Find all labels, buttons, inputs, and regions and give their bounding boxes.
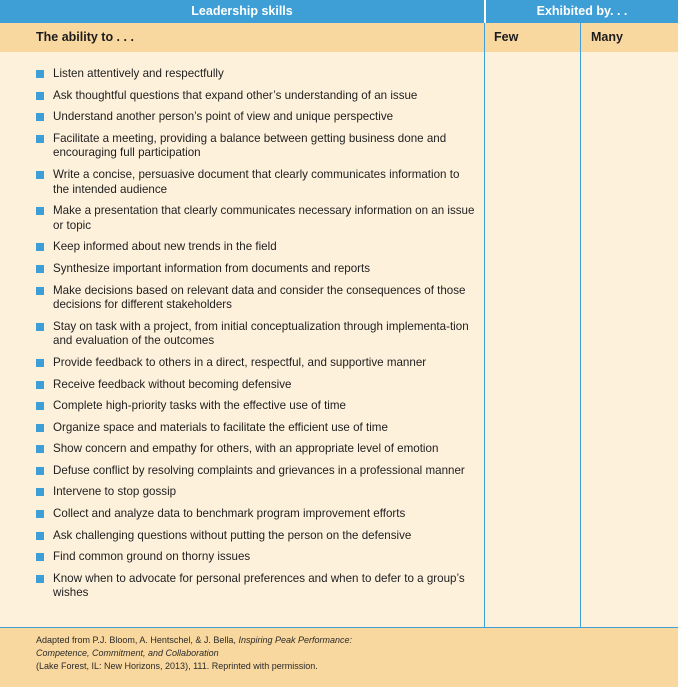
table-subheader (0, 23, 678, 52)
list-item (36, 507, 476, 522)
skill-text: Complete high-priority tasks with the effective use of time (53, 399, 346, 413)
skills-list (36, 67, 476, 601)
list-item (36, 67, 476, 82)
skill-text: Find common ground on thorny issues (53, 550, 251, 564)
list-item (36, 356, 476, 371)
skill-text: Organize space and materials to facilitate the efficient use of time (53, 420, 388, 434)
square-bullet-icon (36, 70, 44, 78)
list-item (36, 89, 476, 104)
square-bullet-icon (36, 467, 44, 475)
source-footer (0, 627, 678, 687)
skill-text: Make a presentation that clearly communicates necessary information on an issue or topic (53, 204, 475, 232)
list-item (36, 284, 476, 313)
square-bullet-icon (36, 532, 44, 540)
square-bullet-icon (36, 113, 44, 121)
skill-text: Keep informed about new trends in the field (53, 240, 277, 254)
skill-text: Ask thoughtful questions that expand other’s understanding of an issue (53, 88, 418, 102)
square-bullet-icon (36, 402, 44, 410)
square-bullet-icon (36, 359, 44, 367)
square-bullet-icon (36, 510, 44, 518)
list-item (36, 421, 476, 436)
skill-text: Intervene to stop gossip (53, 485, 177, 499)
many-column-label: Many (591, 30, 623, 44)
skill-text: Know when to advocate for personal preferences and when to defer to a group’s wishes (53, 571, 465, 600)
skill-text: Synthesize important information from documents and reports (53, 261, 371, 275)
list-item (36, 442, 476, 457)
citation-prefix: Adapted from P.J. Bloom, A. Hentschel, & J. Bella, (36, 635, 239, 645)
list-item (36, 378, 476, 393)
skill-text: Write a concise, persuasive document that clearly communicates information to the intended audience (53, 167, 460, 196)
citation-title: Inspiring Peak Performance: Competence, Commitment, and Collaboration (36, 635, 352, 658)
skill-text: Collect and analyze data to benchmark program improvement efforts (53, 507, 406, 521)
list-item (36, 485, 476, 500)
square-bullet-icon (36, 265, 44, 273)
square-bullet-icon (36, 381, 44, 389)
list-item (36, 132, 476, 161)
list-item (36, 399, 476, 414)
list-item (36, 529, 476, 544)
few-column-label: Few (494, 30, 519, 44)
square-bullet-icon (36, 323, 44, 331)
square-bullet-icon (36, 287, 44, 295)
column-divider-few (484, 23, 485, 627)
square-bullet-icon (36, 553, 44, 561)
list-item (36, 204, 476, 233)
list-item (36, 320, 476, 349)
citation-suffix: (Lake Forest, IL: New Horizons, 2013), 111. Reprinted with permission. (36, 661, 318, 671)
skill-text: Stay on task with a project, from initial conceptualization through implementa-tion and evaluation of the outcomes (53, 319, 469, 348)
exhibited-by-heading: Exhibited by. . . (536, 4, 628, 18)
square-bullet-icon (36, 92, 44, 100)
list-item (36, 464, 476, 479)
list-item (36, 550, 476, 565)
column-divider-many (580, 23, 581, 627)
skill-text: Show concern and empathy for others, with an appropriate level of emotion (53, 442, 439, 456)
skill-text: Understand another person’s point of view and unique perspective (53, 110, 394, 124)
skill-text: Defuse conflict by resolving complaints and grievances in a professional manner (53, 463, 465, 477)
skill-text: Facilitate a meeting, providing a balance between getting business done and encouraging full participation (53, 131, 447, 160)
skill-text: Make decisions based on relevant data and consider the consequences of those decisions for different stakeholders (53, 283, 466, 312)
square-bullet-icon (36, 135, 44, 143)
citation (36, 634, 356, 673)
square-bullet-icon (36, 207, 44, 215)
square-bullet-icon (36, 575, 44, 583)
skill-text: Ask challenging questions without putting the person on the defensive (53, 528, 412, 542)
list-item (36, 572, 476, 601)
square-bullet-icon (36, 171, 44, 179)
leadership-skills-heading: Leadership skills (191, 4, 293, 18)
skill-text: Listen attentively and respectfully (53, 67, 224, 80)
list-item (36, 240, 476, 255)
ability-to-label: The ability to . . . (36, 30, 134, 44)
list-item (36, 262, 476, 277)
table-header (0, 0, 678, 23)
square-bullet-icon (36, 243, 44, 251)
square-bullet-icon (36, 488, 44, 496)
list-item (36, 110, 476, 125)
skill-text: Receive feedback without becoming defensive (53, 377, 292, 391)
list-item (36, 168, 476, 197)
skill-text: Provide feedback to others in a direct, respectful, and supportive manner (53, 355, 427, 369)
square-bullet-icon (36, 424, 44, 432)
square-bullet-icon (36, 445, 44, 453)
